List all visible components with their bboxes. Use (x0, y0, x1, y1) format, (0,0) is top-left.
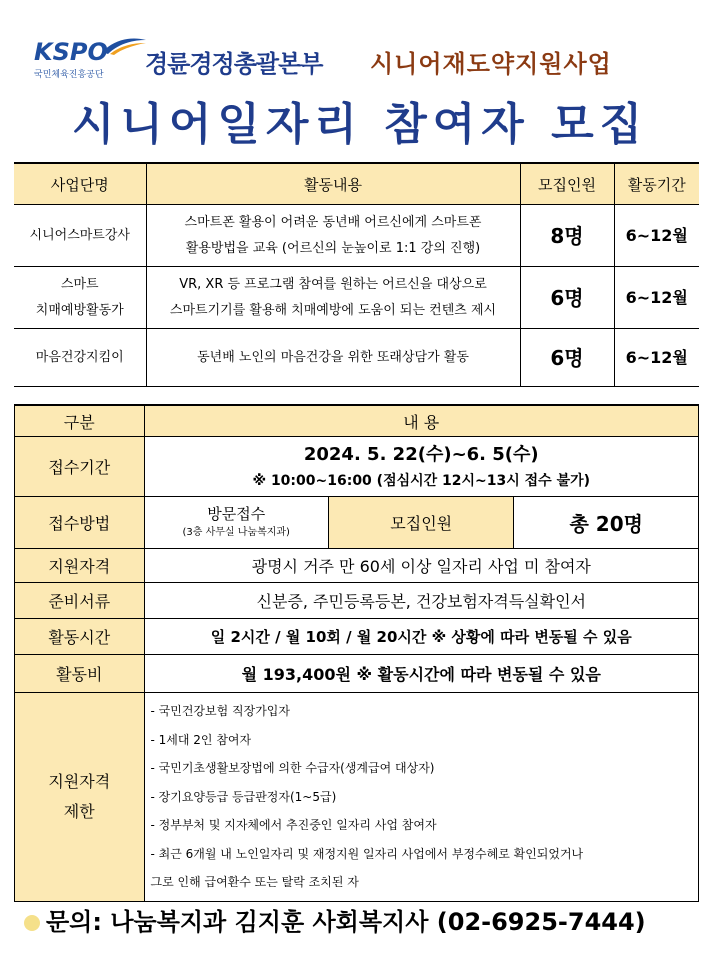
projects-header-count: 모집인원 (520, 163, 614, 205)
reception-method: 방문접수 (207, 504, 266, 523)
eligibility-row (15, 549, 699, 583)
project-count: 8명 (520, 205, 614, 267)
details-table (14, 404, 699, 902)
reception-note: ※ 10:00~16:00 (점심시간 12시~13시 접수 불가) (252, 472, 591, 489)
org-name: 경륜경정총괄본부 (145, 50, 323, 78)
documents-label: 준비서류 (15, 583, 145, 619)
kspo-logo (30, 34, 145, 80)
project-name: 시니어스마트강사 (14, 205, 146, 267)
projects-table (14, 162, 699, 387)
project-name: 스마트 치매예방활동가 (14, 267, 146, 329)
restrictions-list (144, 693, 699, 902)
page-title: 시니어일자리 참여자 모집 (71, 99, 649, 150)
pay-value: 월 193,400원 ※ 활동시간에 따라 변동될 수 있음 (144, 655, 699, 693)
table-row (14, 329, 699, 387)
list-item: - 국민건강보험 직장가입자 (150, 704, 290, 718)
details-header-content: 내 용 (144, 405, 699, 437)
hours-label: 활동시간 (15, 619, 145, 655)
documents-row (15, 583, 699, 619)
contact-text: 문의: 나눔복지과 김지훈 사회복지사 (02-6925-7444) (46, 908, 646, 936)
project-name: 마음건강지킴이 (14, 329, 146, 387)
project-count: 6명 (520, 267, 614, 329)
projects-header-name: 사업단명 (14, 163, 146, 205)
pay-row (15, 655, 699, 693)
eligibility-value: 광명시 거주 만 60세 이상 일자리 사업 미 참여자 (144, 549, 699, 583)
logo-swoosh-icon (100, 36, 148, 56)
project-period: 6~12월 (614, 205, 699, 267)
project-period: 6~12월 (614, 329, 699, 387)
pay-label: 활동비 (15, 655, 145, 693)
table-row (14, 267, 699, 329)
list-item: - 1세대 2인 참여자 (150, 732, 252, 747)
list-item: - 최근 6개월 내 노인일자리 및 재정지원 일자리 사업에서 부정수혜로 확인되었거나 (150, 846, 584, 861)
hours-value: 일 2시간 / 월 10회 / 월 20시간 ※ 상황에 따라 변동될 수 있음 (144, 619, 699, 655)
reception-method-sub: (3층 사무실 나눔복지과) (182, 526, 290, 538)
recruit-label: 모집인원 (328, 497, 513, 549)
restrictions-row (15, 693, 699, 902)
documents-value: 신분증, 주민등록등본, 건강보험자격득실확인서 (144, 583, 699, 619)
reception-period-row (15, 437, 699, 497)
bullet-dot-icon (24, 915, 40, 931)
projects-header-content: 활동내용 (146, 163, 520, 205)
project-count: 6명 (520, 329, 614, 387)
project-content: 스마트폰 활용이 어려운 동년배 어르신에게 스마트폰 활용방법을 교육 (어르신의 눈높이로 1:1 강의 진행) (146, 205, 520, 267)
reception-date: 2024. 5. 22(수)~6. 5(수) (303, 443, 539, 465)
project-period: 6~12월 (614, 267, 699, 329)
list-item: - 국민기초생활보장법에 의한 수급자(생계급여 대상자) (150, 761, 435, 775)
restrictions-label: 지원자격 제한 (15, 693, 145, 902)
hours-row (15, 619, 699, 655)
program-name: 시니어재도약지원사업 (370, 50, 612, 78)
project-content: 동년배 노인의 마음건강을 위한 또래상담가 활동 (146, 329, 520, 387)
logo-subtitle: 국민체육진흥공단 (34, 70, 104, 80)
eligibility-label: 지원자격 (15, 549, 145, 583)
contact-line (24, 902, 646, 937)
projects-header-period: 활동기간 (614, 163, 699, 205)
project-content: VR, XR 등 프로그램 참여를 원하는 어르신을 대상으로 스마트기기를 활용해 치매예방에 도움이 되는 컨텐츠 제시 (146, 267, 520, 329)
details-header-label: 구분 (15, 405, 145, 437)
reception-period-label: 접수기간 (15, 437, 145, 497)
list-item: - 정부부처 및 지자체에서 추진중인 일자리 사업 참여자 (150, 818, 437, 832)
reception-method-row (15, 497, 699, 549)
logo-wordmark: KSPO (34, 38, 108, 66)
table-row (14, 205, 699, 267)
recruit-value: 총 20명 (514, 497, 699, 549)
list-item: - 장기요양등급 등급판정자(1~5급) (150, 789, 337, 804)
reception-method-label: 접수방법 (15, 497, 145, 549)
list-item: 그로 인해 급여환수 또는 탈락 조치된 자 (150, 875, 359, 889)
